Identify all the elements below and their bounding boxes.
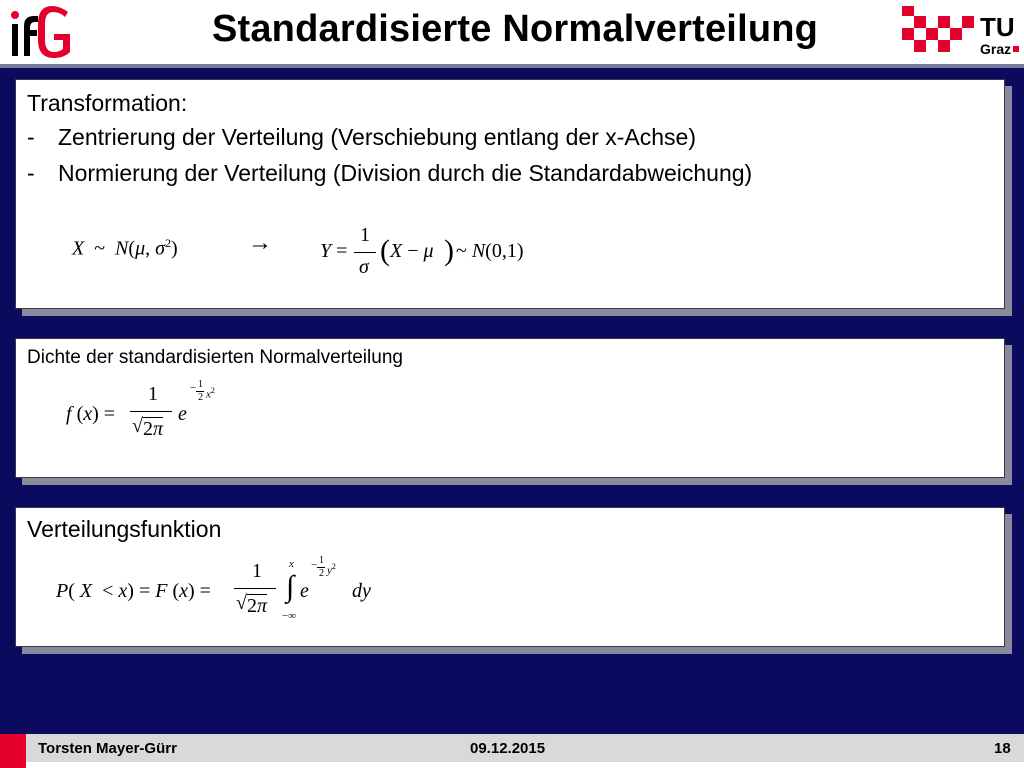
bullet-centering: Zentrierung der Verteilung (Verschiebung entlang der x-Achse) — [58, 124, 696, 150]
ifg-logo-icon — [8, 2, 74, 62]
transformation-box — [15, 79, 1005, 309]
transformation-heading: Transformation: — [27, 90, 188, 116]
header-divider — [0, 64, 1024, 68]
slide-header — [0, 0, 1024, 64]
transform-arrow-icon: → — [248, 230, 272, 256]
svg-text:Graz: Graz — [980, 41, 1012, 57]
bullet-normalization: Normierung der Verteilung (Division durch die Standardabweichung) — [58, 160, 753, 186]
formula-distribution-x: X ~ N(μ, $\sigma^2$) — [72, 236, 178, 260]
cdf-box — [15, 507, 1005, 647]
formula-density: f (x) = 1 √ 2π e − 1 2 $x^2$ — [66, 379, 215, 440]
cdf-heading: Verteilungsfunktion — [27, 516, 222, 542]
density-heading: Dichte der standardisierten Normalverteilung — [27, 347, 403, 368]
page-number: 18 — [994, 740, 1011, 757]
bullet-marker: - — [27, 160, 35, 186]
tu-graz-logo-icon — [902, 6, 1020, 58]
page-title: Standardisierte Normalverteilung — [211, 8, 819, 50]
formula-standardized-y: Y = 1 σ ( X − μ ) ~ N(0,1) — [320, 224, 524, 278]
bullet-marker: - — [27, 124, 35, 150]
density-box — [15, 338, 1005, 478]
footer-accent — [0, 734, 26, 768]
footer-author: Torsten Mayer-Gürr — [38, 740, 177, 757]
footer-date: 09.12.2015 — [470, 740, 546, 757]
svg-text:TU: TU — [980, 12, 1015, 42]
formula-cdf: P( X < x) = F (x) = 1 √ 2π ∫ x −∞ e − 1 2 $y^2$ dy — [56, 555, 371, 622]
